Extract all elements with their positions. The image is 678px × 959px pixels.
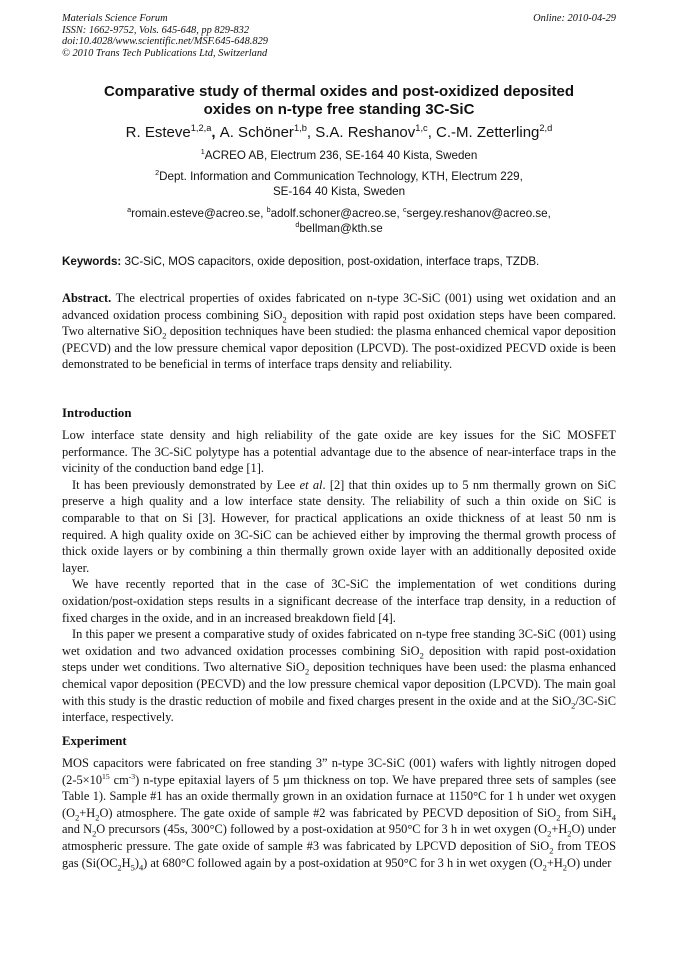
journal-header (62, 13, 268, 59)
author-separator: , (211, 124, 220, 141)
author-name: S.A. Reshanov (315, 124, 416, 141)
subscript: 2 (75, 812, 80, 823)
paragraph (62, 626, 616, 726)
email-link[interactable]: adolf.schoner@acreo.se, (270, 207, 403, 220)
email-link[interactable]: romain.esteve@acreo.se, (131, 207, 267, 220)
subscript: 2 (419, 650, 424, 661)
section-heading-experiment: Experiment (62, 734, 127, 748)
author-separator: , (306, 124, 316, 141)
author-affiliation-mark: 1,c (415, 123, 428, 133)
journal-copyright: © 2010 Trans Tech Publications Ltd, Switzerland (62, 47, 268, 59)
affiliation-text: SE-164 40 Kista, Sweden (272, 185, 406, 198)
email-link[interactable]: sergey.reshanov@acreo.se, (406, 207, 551, 220)
paragraph: We have recently reported that in the case of 3C-SiC the implementation of wet conditions during oxidation/post-oxidation steps results in a significant decrease of the interface trap density, in a reduction of fixed charges in the oxide, and in an increased breakdown field [4]. (62, 577, 616, 625)
text-run: ) (134, 855, 139, 870)
paragraph: Low interface state density and high reliability of the gate oxide are key issues for the SiC MOSFET performance. The 3C-SiC polytype has a potential advantage due to the absence of near-interface traps in the vicinity of the conduction band edge [1]. (62, 428, 616, 476)
subscript: 2 (92, 828, 97, 839)
email-mark: a (127, 205, 132, 215)
subscript: 4 (611, 812, 616, 823)
author-affiliation-mark: 1,b (293, 123, 307, 133)
text-run: +H (79, 805, 96, 820)
text-run: cm (109, 772, 129, 787)
journal-name: Materials Science Forum (62, 13, 168, 24)
affiliation-text: Dept. Information and Communication Technology, KTH, Electrum 229, (159, 170, 523, 183)
section-heading-introduction: Introduction (62, 406, 132, 420)
subscript: 2 (162, 330, 167, 341)
subscript: 2 (562, 862, 567, 873)
subscript: 2 (547, 828, 552, 839)
affiliation-1 (62, 148, 616, 163)
paragraph (62, 477, 616, 577)
author-name: R. Esteve (125, 124, 191, 141)
subscript: 2 (556, 812, 561, 823)
text-run: MOS capacitors were fabricated on free standing 3” n-type 3C-SiC (001) wafers with lightly nitrogen doped (2-5×10 (62, 756, 616, 787)
affiliation-2 (62, 169, 616, 199)
email-mark: d (295, 220, 300, 230)
author-emails (62, 206, 616, 236)
subscript: 2 (304, 666, 310, 677)
text-run: from TEOS gas (Si(OC (62, 838, 616, 870)
subscript: 2 (571, 699, 576, 710)
text-run: /3C-SiC interface, respectively. (62, 693, 616, 725)
abstract (62, 290, 616, 373)
paragraph (62, 755, 616, 871)
subscript: 2 (542, 862, 547, 873)
keywords-text: 3C-SiC, MOS capacitors, oxide deposition, post-oxidation, interface traps, TZDB. (121, 255, 540, 268)
title-line-2: oxides on n-type free standing 3C-SiC (203, 101, 475, 118)
superscript: -3 (128, 771, 136, 781)
text-run: In this paper we present a comparative study of oxides fabricated on n-type free standing 3C-SiC (001) using wet oxidation and two advanced oxidation processes combining SiO (62, 627, 616, 658)
text-run: O precursors (45s, 300°C) followed by a post-oxidation at 950°C for 3 h in wet oxygen (O (96, 822, 548, 837)
text-run: O) under atmospheric pressure. The gate oxide of sample #3 was fabricated by LPCVD deposition of SiO (62, 822, 617, 853)
author-separator: , (427, 124, 437, 141)
subscript: 4 (138, 862, 144, 873)
text-run: deposition with rapid post-oxidation steps under wet conditions. Two alternative SiO (62, 643, 617, 675)
email-link[interactable]: bellman@kth.se (299, 222, 383, 235)
author-list (62, 124, 616, 142)
author-name: C.-M. Zetterling (436, 124, 540, 141)
superscript: 15 (102, 771, 110, 781)
subscript: 2 (549, 845, 554, 856)
journal-issn: ISSN: 1662-9752, Vols. 645-648, pp 829-832 (62, 24, 250, 36)
author-affiliation-mark: 2,d (539, 123, 553, 133)
abstract-text: deposition with rapid post oxidation steps have been compared. Two alternative SiO (62, 307, 616, 339)
text-run: et al (299, 477, 323, 492)
subscript: 2 (282, 314, 287, 325)
subscript: 2 (567, 828, 572, 839)
abstract-text: The electrical properties of oxides fabricated on n-type 3C-SiC (001) using wet oxidation and an advanced oxidation process combining SiO (62, 291, 616, 322)
abstract-text: deposition techniques have been studied: the plasma enhanced chemical vapor deposition (PECVD) and the low pressure chemical vapor deposition (LPCVD). The post-oxidized PECVD oxide is been demonstrated to be beneficial in terms of interface traps density and reliability. (62, 324, 616, 372)
text-run: O) atmosphere. The gate oxide of sample #2 was fabricated by PECVD deposition of SiO (99, 805, 557, 820)
text-run: +H (546, 855, 563, 870)
email-mark: b (266, 205, 271, 215)
author-affiliation-mark: 1,2,a (190, 123, 212, 133)
text-run: O) under (567, 855, 612, 870)
text-run: H (121, 855, 131, 870)
affiliation-text: ACREO AB, Electrum 236, SE-164 40 Kista, Sweden (204, 149, 478, 162)
text-run: ) at 680°C followed again by a post-oxidation at 950°C for 3 h in wet oxygen (O (143, 855, 543, 870)
subscript: 2 (117, 862, 122, 873)
author-name: A. Schöner (219, 124, 294, 141)
introduction-body (62, 427, 616, 726)
text-run: . [2] that thin oxides up to 5 nm thermally grown on SiC preserve a high quality and a low interface state density. The reliability of such a thin oxide on SiC is comparable to that on Si [3]. However, for practical applications an oxide thickness of at least 50 nm is required. A high quality oxide on 3C-SiC can be achieved either by improving the thermal growth process of thick oxide layers or by combining a thin thermally grown oxide layer with an additionally deposited oxide layer. (62, 477, 616, 575)
keywords-label: Keywords: (62, 255, 122, 268)
text-run: ) n-type epitaxial layers of 5 µm thickness on top. We have prepared three sets of samples (see Table 1). Sample #1 has an oxide thermally grown in an oxidation furnace at 1150°C for 1 h under wet oxygen (O (62, 772, 616, 820)
online-date: Online: 2010-04-29 (533, 13, 616, 24)
subscript: 2 (95, 812, 100, 823)
title-line-1: Comparative study of thermal oxides and post-oxidized deposited (103, 83, 575, 100)
text-run: deposition techniques have been used: the plasma enhanced chemical vapor deposition (PECVD) and the low pressure chemical vapor deposition (LPCVD). The main goal with this study is the drastic reduction of mobile and fixed charges present in the oxide and at the SiO (62, 660, 616, 708)
affiliation-mark: 2 (155, 168, 160, 178)
keywords (62, 254, 616, 269)
email-mark: c (402, 205, 407, 215)
text-run: It has been previously demonstrated by Lee (72, 477, 300, 492)
journal-doi: doi:10.4028/www.scientific.net/MSF.645-648.829 (62, 36, 268, 48)
text-run: from SiH (560, 805, 612, 820)
affiliation-mark: 1 (200, 147, 205, 157)
text-run: +H (551, 822, 568, 837)
abstract-label: Abstract. (62, 291, 112, 305)
paper-title (62, 83, 616, 119)
text-run: and N (62, 822, 93, 837)
experiment-body (62, 755, 616, 871)
subscript: 5 (130, 862, 135, 873)
